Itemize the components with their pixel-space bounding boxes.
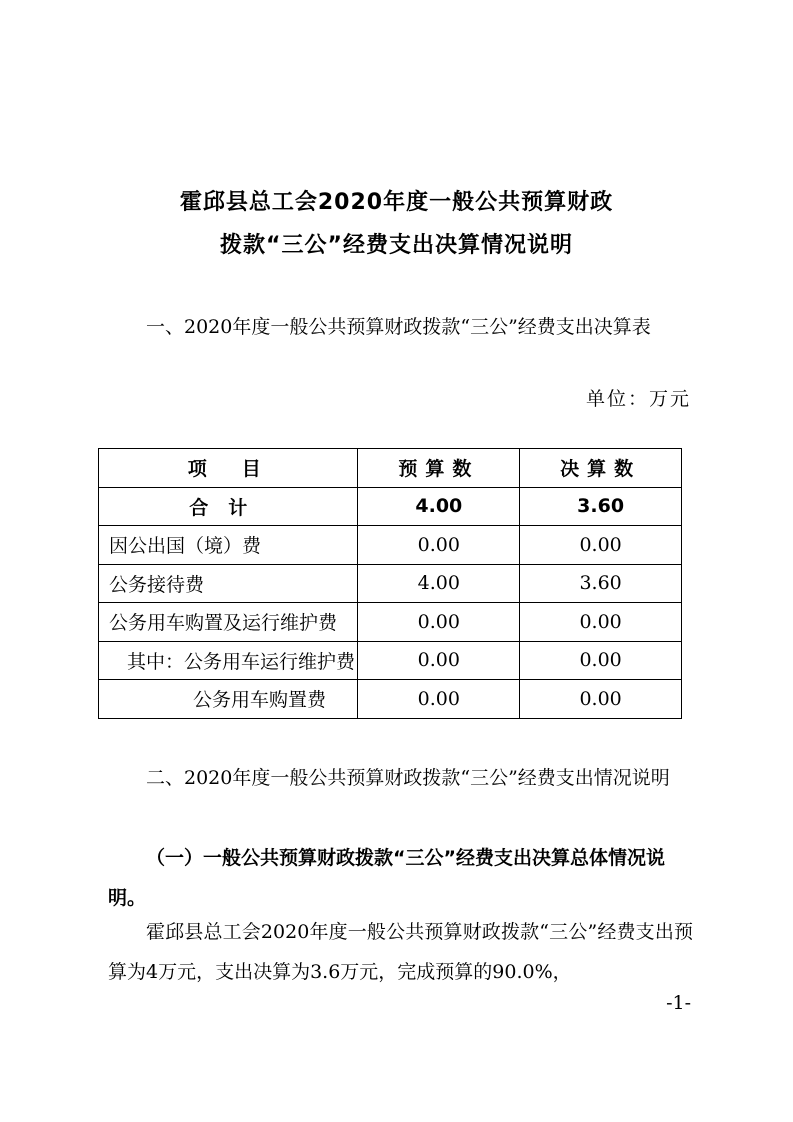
row-final: 3.60 <box>520 487 682 526</box>
row-label: 因公出国（境）费 <box>99 526 358 565</box>
row-label: 合计 <box>99 487 358 526</box>
document-title-line1: 霍邱县总工会2020年度一般公共预算财政 <box>179 190 614 215</box>
row-budget: 0.00 <box>358 641 520 680</box>
row-label: 公务用车购置及运行维护费 <box>99 603 358 642</box>
row-label: 其中：公务用车运行维护费 <box>99 641 358 680</box>
row-final: 0.00 <box>520 526 682 565</box>
row-final: 0.00 <box>520 641 682 680</box>
row-budget: 0.00 <box>358 680 520 719</box>
row-final: 0.00 <box>520 603 682 642</box>
section2-heading: 二、2020年度一般公共预算财政拨款“三公”经费支出情况说明 <box>146 767 670 789</box>
table-row <box>99 603 682 642</box>
header-item: 项 目 <box>99 449 358 488</box>
subsection1-heading: （一）一般公共预算财政拨款“三公”经费支出决算总体情况说明。 <box>108 847 665 909</box>
table-row-total <box>99 487 682 526</box>
row-budget: 4.00 <box>358 487 520 526</box>
row-final: 0.00 <box>520 680 682 719</box>
table-row <box>99 680 682 719</box>
unit-label: 单位：万元 <box>585 388 691 410</box>
row-budget: 0.00 <box>358 526 520 565</box>
row-label: 公务接待费 <box>99 564 358 603</box>
table-header-row <box>99 449 682 488</box>
budget-table <box>98 448 682 719</box>
document-title-line2: 拨款“三公”经费支出决算情况说明 <box>220 233 573 258</box>
header-budget: 预算数 <box>358 449 520 488</box>
row-budget: 4.00 <box>358 564 520 603</box>
row-final: 3.60 <box>520 564 682 603</box>
row-budget: 0.00 <box>358 603 520 642</box>
table-row <box>99 641 682 680</box>
header-final: 决算数 <box>520 449 682 488</box>
page-number: -1- <box>666 992 691 1014</box>
body-paragraph: 霍邱县总工会2020年度一般公共预算财政拨款“三公”经费支出预算为4万元，支出决算为3.6万元，完成预算的90.0%， <box>108 921 693 983</box>
table-row <box>99 564 682 603</box>
row-label: 公务用车购置费 <box>99 680 358 719</box>
section1-heading: 一、2020年度一般公共预算财政拨款“三公”经费支出决算表 <box>146 316 651 338</box>
table-row <box>99 526 682 565</box>
